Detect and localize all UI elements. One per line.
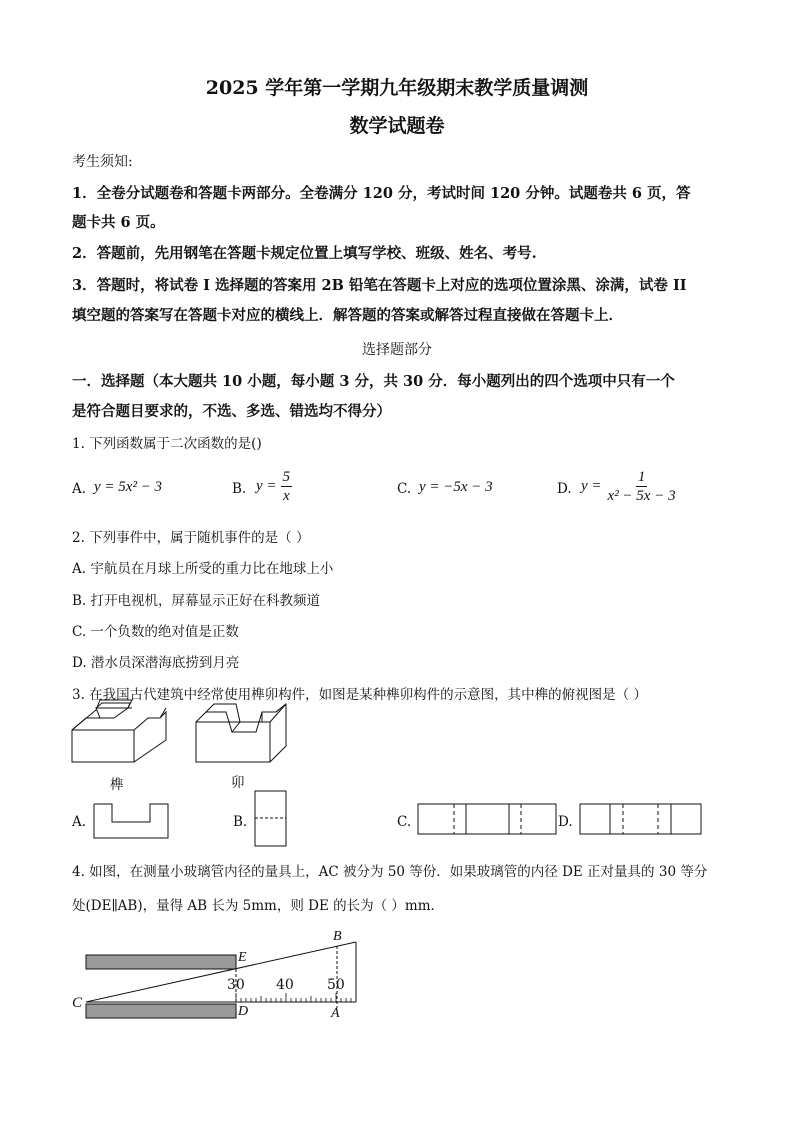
exam-title: 2025 学年第一学期九年级期末教学质量调测	[205, 77, 589, 99]
q1-option-a-label: A.	[72, 481, 87, 497]
q4-stem-line-1: 4. 如图，在测量小玻璃管内径的量具上，AC 被分为 50 等份．如果玻璃管的内径 DE 正对量具的 30 等分	[72, 864, 708, 880]
notice-item-1-line-1: 1．全卷分试题卷和答题卡两部分。全卷满分 120 分，考试时间 120 分钟。试题卷共 6 页，答	[72, 185, 691, 202]
q3-stem: 3. 在我国古代建筑中经常使用榫卯构件，如图是某种榫卯构件的示意图，其中榫的俯视图是（ ）	[72, 687, 647, 703]
q1-option-b-label: B.	[232, 481, 247, 497]
notice-item-2: 2．答题前，先用钢笔在答题卡规定位置上填写学校、班级、姓名、考号.	[72, 245, 537, 262]
tick-label-40: 40	[276, 977, 294, 993]
point-d-label: D	[238, 1004, 249, 1019]
q1-option-a-expr: y = 5x² − 3	[94, 479, 163, 495]
part1-heading-line-2: 是符合题目要求的，不选、多选、错选均不得分）	[72, 403, 391, 420]
point-b-label: B	[333, 929, 342, 944]
part1-heading-line-1: 一．选择题（本大题共 10 小题，每小题 3 分，共 30 分．每小题列出的四个选项中只有一个	[72, 373, 675, 390]
point-a-label: A	[331, 1006, 340, 1021]
point-c-label: C	[72, 995, 83, 1011]
section-heading: 选择题部分	[362, 342, 432, 358]
q2-option-a: A. 宇航员在月球上所受的重力比在地球上小	[72, 561, 334, 577]
notice-item-1-line-2: 题卡共 6 页。	[72, 214, 165, 231]
q1-option-b-numerator: 5	[282, 469, 291, 485]
q1-stem: 1. 下列函数属于二次函数的是()	[72, 436, 262, 452]
notice-item-3-line-2: 填空题的答案写在答题卡对应的横线上．解答题的答案或解答过程直接做在答题卡上．	[72, 307, 623, 324]
tick-label-30: 30	[227, 977, 245, 993]
q3-option-c-label: C.	[397, 814, 412, 830]
q3-mortise-label: 卯	[231, 775, 245, 791]
notice-heading: 考生须知:	[72, 154, 133, 170]
q2-stem: 2. 下列事件中，属于随机事件的是（ ）	[72, 530, 310, 546]
q3-option-a-label: A.	[72, 814, 87, 830]
tick-label-50: 50	[327, 977, 345, 993]
q1-option-d-numerator: 1	[637, 469, 646, 485]
q3-option-d-label: D.	[558, 814, 573, 830]
q1-option-b-denominator: x	[282, 488, 290, 504]
point-e-label: E	[238, 950, 247, 965]
q3-tenon-label: 榫	[110, 777, 124, 793]
q1-option-c-expr: y = −5x − 3	[419, 479, 493, 495]
q3-option-b-label: B.	[233, 814, 248, 830]
q4-stem-line-2: 处(DE∥AB)，量得 AB 长为 5mm，则 DE 的长为（ ）mm．	[72, 898, 445, 914]
q2-option-d: D. 潜水员深潜海底捞到月亮	[72, 655, 240, 671]
ruler-ticks	[236, 993, 356, 1002]
q1-option-d-label: D.	[557, 481, 572, 497]
q1-option-c-label: C.	[397, 481, 412, 497]
tube-bottom-bar	[86, 1004, 236, 1018]
exam-subtitle: 数学试题卷	[349, 115, 445, 137]
q1-option-d-denominator: x² − 5x − 3	[607, 488, 676, 504]
q2-option-b: B. 打开电视机，屏幕显示正好在科教频道	[72, 593, 321, 609]
q1-option-d-lhs: y =	[581, 477, 602, 494]
tube-top-bar	[86, 955, 236, 969]
notice-item-3-line-1: 3．答题时，将试卷 I 选择题的答案用 2B 铅笔在答题卡上对应的选项位置涂黑、涂满，试卷 II	[72, 277, 687, 294]
q2-option-c: C. 一个负数的绝对值是正数	[72, 624, 239, 640]
q1-option-b-lhs: y =	[256, 477, 277, 494]
